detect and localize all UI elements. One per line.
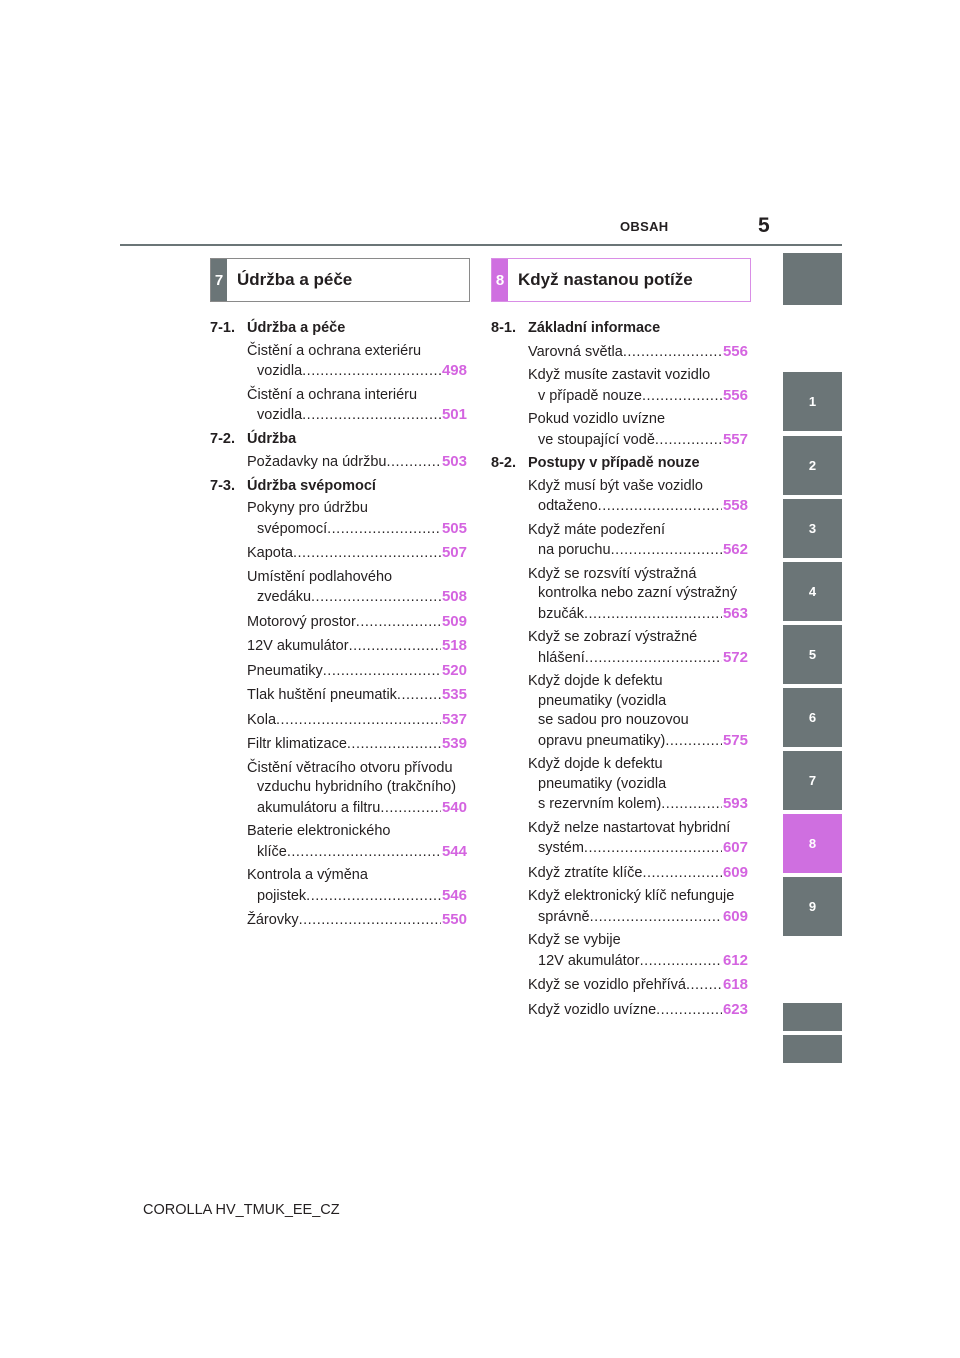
toc-entry-line bbox=[247, 685, 467, 706]
toc-entry[interactable] bbox=[247, 866, 467, 906]
toc-page-link[interactable]: 544 bbox=[441, 842, 467, 860]
toc-entry-text: Žárovky bbox=[247, 912, 299, 928]
toc-entry-line bbox=[247, 612, 467, 633]
toc-entry-text: vozidla bbox=[257, 363, 303, 379]
toc-group-title: Základní informace bbox=[528, 320, 661, 336]
toc-group bbox=[210, 477, 467, 931]
toc-entry-line bbox=[528, 907, 748, 928]
toc-entry[interactable] bbox=[528, 628, 748, 668]
toc-entry[interactable] bbox=[247, 568, 467, 608]
toc-entry-text: Když se vozidlo přehřívá bbox=[528, 977, 686, 993]
toc-entry-text: Pokyny pro údržbu bbox=[247, 500, 368, 516]
chapter-tab-blank[interactable] bbox=[783, 1035, 842, 1063]
toc-entry-line bbox=[528, 863, 748, 884]
toc-entry-line bbox=[528, 540, 748, 561]
toc-entry-text: 12V akumulátor bbox=[247, 638, 349, 654]
dot-leader bbox=[323, 662, 441, 682]
chapter-tab-7[interactable]: 7 bbox=[783, 751, 842, 810]
toc-entry-line bbox=[247, 405, 467, 426]
toc-entry-text: Motorový prostor bbox=[247, 613, 356, 630]
chapter-tab-8[interactable]: 8 bbox=[783, 814, 842, 873]
dot-leader bbox=[665, 732, 722, 752]
toc-entry-text: klíče bbox=[257, 843, 287, 860]
toc-group-heading bbox=[210, 319, 467, 339]
toc-entry-text: pojistek bbox=[257, 887, 307, 904]
toc-entry-text: Když musíte zastavit vozidlo bbox=[528, 367, 711, 383]
dot-leader bbox=[598, 497, 722, 517]
toc-page-link[interactable]: 609 bbox=[722, 863, 748, 881]
toc-entry[interactable] bbox=[247, 342, 467, 382]
toc-entry[interactable] bbox=[528, 672, 748, 751]
dot-leader bbox=[661, 795, 722, 815]
toc-column-8 bbox=[491, 319, 748, 1024]
dot-leader bbox=[656, 1001, 722, 1021]
toc-entry[interactable] bbox=[247, 661, 467, 682]
toc-entry-text: Když se vybije bbox=[528, 932, 621, 948]
toc-entry-text: Když se rozsvítí výstražná bbox=[528, 565, 697, 582]
toc-entry-text: Čistění a ochrana exteriéru bbox=[247, 342, 422, 359]
dot-leader bbox=[311, 588, 441, 608]
toc-entry-text: Baterie elektronického bbox=[247, 823, 391, 839]
toc-entry-text: Když dojde k defektu bbox=[528, 673, 663, 689]
toc-page-link[interactable]: 518 bbox=[441, 637, 467, 654]
toc-page-link[interactable]: 537 bbox=[441, 710, 467, 728]
chapter-tab-4[interactable]: 4 bbox=[783, 562, 842, 621]
dot-leader bbox=[302, 406, 441, 426]
toc-page-link[interactable]: 505 bbox=[441, 519, 467, 537]
toc-entry-text: akumulátoru a filtru bbox=[257, 799, 381, 816]
toc-group-heading bbox=[491, 454, 748, 474]
toc-entry-text: Když elektronický klíč nefunguje bbox=[528, 888, 735, 904]
toc-page-link[interactable]: 508 bbox=[441, 588, 467, 605]
toc-entry-line bbox=[247, 543, 467, 564]
toc-entry[interactable] bbox=[528, 410, 748, 450]
toc-entry-text: se sadou pro nouzovou bbox=[538, 712, 689, 728]
toc-entry[interactable] bbox=[247, 543, 467, 564]
chapter-tab-2[interactable]: 2 bbox=[783, 436, 842, 495]
toc-entry-text: hlášení bbox=[538, 649, 585, 666]
toc-page-link[interactable]: 572 bbox=[722, 648, 748, 666]
toc-entry-text: Čistění a ochrana interiéru bbox=[247, 386, 418, 403]
dot-leader bbox=[640, 952, 722, 972]
toc-entry-line bbox=[528, 794, 748, 815]
toc-entry[interactable] bbox=[528, 887, 748, 927]
toc-entry[interactable] bbox=[528, 477, 748, 517]
toc-entry-text: Když vozidlo uvízne bbox=[528, 1001, 657, 1018]
chapter-tab-6[interactable]: 6 bbox=[783, 688, 842, 747]
toc-group bbox=[491, 454, 748, 1020]
dot-leader bbox=[349, 637, 441, 657]
toc-entry-text: Požadavky na údržbu bbox=[247, 454, 387, 470]
toc-entry-text: Čistění větracího otvoru přívodu bbox=[247, 759, 453, 776]
toc-page-link[interactable]: 520 bbox=[441, 661, 467, 679]
dot-leader bbox=[584, 605, 722, 625]
toc-page-link[interactable]: 501 bbox=[441, 406, 467, 423]
dot-leader bbox=[287, 843, 441, 863]
toc-entry-line bbox=[247, 886, 467, 907]
toc-entry[interactable] bbox=[247, 636, 467, 657]
header-rule bbox=[120, 244, 842, 246]
dot-leader bbox=[611, 541, 722, 561]
toc-group-number: 8-2. bbox=[491, 455, 516, 471]
toc-entry-text: Pokud vozidlo uvízne bbox=[528, 411, 666, 427]
toc-entry[interactable] bbox=[247, 759, 467, 819]
toc-group-number: 7-2. bbox=[210, 430, 235, 447]
toc-group-heading bbox=[210, 430, 467, 450]
toc-entry[interactable] bbox=[247, 822, 467, 862]
toc-page-link[interactable]: 556 bbox=[722, 386, 748, 404]
toc-entry[interactable] bbox=[528, 863, 748, 884]
toc-entry-line bbox=[247, 710, 467, 731]
toc-page-link[interactable]: 558 bbox=[722, 497, 748, 514]
dot-leader bbox=[293, 544, 441, 564]
toc-entry-line bbox=[528, 838, 748, 859]
toc-page-link[interactable]: 623 bbox=[722, 1000, 748, 1018]
toc-page-link[interactable]: 539 bbox=[441, 735, 467, 752]
chapter-tab-3[interactable]: 3 bbox=[783, 499, 842, 558]
toc-group bbox=[210, 319, 467, 426]
toc-page-link[interactable]: 546 bbox=[441, 886, 467, 904]
dot-leader bbox=[642, 387, 722, 407]
dot-leader bbox=[356, 613, 441, 633]
toc-page-link[interactable]: 593 bbox=[722, 795, 748, 812]
toc-entry[interactable] bbox=[247, 452, 467, 473]
toc-entry[interactable] bbox=[528, 931, 748, 971]
chapter-tab-5[interactable]: 5 bbox=[783, 625, 842, 684]
toc-group-number: 7-1. bbox=[210, 320, 235, 336]
dot-leader bbox=[590, 908, 722, 928]
toc-entry-line bbox=[528, 975, 748, 996]
toc-group bbox=[210, 430, 467, 473]
toc-entry[interactable] bbox=[528, 1000, 748, 1021]
toc-entry[interactable] bbox=[247, 386, 467, 426]
toc-entry-line bbox=[247, 519, 467, 540]
toc-entry-text: Filtr klimatizace bbox=[247, 736, 347, 752]
toc-entry-line bbox=[528, 604, 748, 625]
toc-entry-text: v případě nouze bbox=[538, 387, 642, 404]
toc-entry[interactable] bbox=[528, 819, 748, 859]
section-number: 7 bbox=[211, 259, 227, 301]
toc-group-title: Postupy v případě nouze bbox=[528, 455, 700, 471]
toc-page-link[interactable]: 540 bbox=[441, 798, 467, 816]
toc-group-number: 7-3. bbox=[210, 477, 235, 494]
chapter-tab-blank[interactable] bbox=[783, 1003, 842, 1031]
toc-entry-line bbox=[528, 496, 748, 517]
section-8-heading bbox=[491, 258, 751, 302]
toc-page-link[interactable]: 609 bbox=[722, 907, 748, 925]
dot-leader bbox=[347, 735, 441, 755]
toc-entry-text: bzučák bbox=[538, 605, 584, 622]
toc-entry-text: svépomocí bbox=[257, 520, 328, 537]
toc-entry-text: pneumatiky (vozidla bbox=[538, 775, 667, 792]
toc-entry-text: Kola bbox=[247, 711, 277, 728]
dot-leader bbox=[623, 343, 722, 363]
toc-entry-text: vzduchu hybridního (trakčního) bbox=[257, 779, 457, 795]
section-7-heading bbox=[210, 258, 470, 302]
toc-entry-text: odtaženo bbox=[538, 498, 598, 514]
toc-page-link[interactable]: 612 bbox=[722, 951, 748, 969]
toc-page-link[interactable]: 507 bbox=[441, 544, 467, 561]
toc-entry-text: Kapota bbox=[247, 545, 293, 561]
dot-leader bbox=[585, 649, 722, 669]
toc-page-link[interactable]: 563 bbox=[722, 604, 748, 622]
toc-entry-text: Když dojde k defektu bbox=[528, 756, 663, 772]
toc-entry[interactable] bbox=[528, 342, 748, 363]
toc-page-link[interactable]: 618 bbox=[722, 976, 748, 993]
toc-entry[interactable] bbox=[247, 612, 467, 633]
toc-entry-text: na poruchu bbox=[538, 542, 611, 558]
toc-page-link[interactable]: 575 bbox=[722, 731, 748, 749]
toc-entry-line bbox=[247, 361, 467, 382]
dot-leader bbox=[380, 799, 441, 819]
toc-group-heading bbox=[210, 477, 467, 497]
chapter-tab-9[interactable]: 9 bbox=[783, 877, 842, 936]
toc-entry-line bbox=[247, 452, 467, 473]
toc-entry-line bbox=[247, 734, 467, 755]
toc-entry-line bbox=[528, 430, 748, 451]
toc-page-link[interactable]: 535 bbox=[441, 686, 467, 703]
toc-entry-text: vozidla bbox=[257, 407, 303, 423]
toc-entry-text: správně bbox=[538, 908, 590, 925]
toc-entry-text: Tlak huštění pneumatik bbox=[247, 687, 397, 703]
toc-entry-text: Když se zobrazí výstražné bbox=[528, 629, 698, 645]
toc-page-link[interactable]: 498 bbox=[441, 362, 467, 379]
toc-page-link[interactable]: 562 bbox=[722, 541, 748, 558]
toc-group-title: Údržba a péče bbox=[247, 320, 346, 336]
toc-page-link[interactable]: 550 bbox=[441, 911, 467, 928]
dot-leader bbox=[584, 839, 722, 859]
toc-entry-text: Varovná světla bbox=[528, 343, 623, 360]
dot-leader bbox=[299, 911, 441, 931]
toc-group-number: 8-1. bbox=[491, 320, 516, 336]
toc-entry-text: Když musí být vaše vozidlo bbox=[528, 477, 703, 494]
toc-group bbox=[491, 319, 748, 450]
dot-leader bbox=[276, 711, 441, 731]
toc-column-7 bbox=[210, 319, 467, 935]
page-number: 5 bbox=[758, 214, 770, 237]
toc-entry[interactable] bbox=[247, 710, 467, 731]
toc-entry-line bbox=[528, 386, 748, 407]
toc-entry[interactable] bbox=[528, 366, 748, 406]
dot-leader bbox=[327, 520, 441, 540]
toc-entry-text: kontrolka nebo zazní výstražný bbox=[538, 585, 738, 601]
toc-entry-line bbox=[528, 731, 748, 752]
toc-entry[interactable] bbox=[528, 521, 748, 561]
toc-page-link[interactable]: 503 bbox=[441, 453, 467, 470]
toc-page-link[interactable]: 509 bbox=[441, 612, 467, 630]
chapter-tab-1[interactable]: 1 bbox=[783, 372, 842, 431]
toc-entry-text: Umístění podlahového bbox=[247, 568, 393, 585]
toc-entry[interactable] bbox=[247, 499, 467, 539]
dot-leader bbox=[642, 864, 722, 884]
toc-entry-line bbox=[247, 661, 467, 682]
toc-entry-line bbox=[247, 798, 467, 819]
toc-entry[interactable] bbox=[528, 565, 748, 625]
chapter-tab-blank[interactable] bbox=[783, 253, 842, 305]
toc-entry[interactable] bbox=[247, 685, 467, 706]
toc-entry-line bbox=[528, 648, 748, 669]
dot-leader bbox=[386, 453, 441, 473]
toc-page-link[interactable]: 607 bbox=[722, 839, 748, 856]
toc-entry-text: Když máte podezření bbox=[528, 521, 666, 538]
toc-entry[interactable] bbox=[528, 975, 748, 996]
dot-leader bbox=[655, 431, 722, 451]
toc-entry-text: zvedáku bbox=[257, 589, 312, 605]
toc-entry-line bbox=[247, 842, 467, 863]
toc-entry-text: Když ztratíte klíče bbox=[528, 864, 643, 881]
toc-entry-text: opravu pneumatiky) bbox=[538, 732, 666, 749]
toc-entry-text: 12V akumulátor bbox=[538, 952, 640, 969]
dot-leader bbox=[397, 686, 441, 706]
toc-entry[interactable] bbox=[247, 734, 467, 755]
dot-leader bbox=[686, 976, 722, 996]
toc-page-link[interactable]: 557 bbox=[722, 430, 748, 448]
toc-group-heading bbox=[491, 319, 748, 339]
toc-entry-text: s rezervním kolem) bbox=[538, 796, 662, 812]
toc-entry-text: Pneumatiky bbox=[247, 662, 323, 679]
section-number: 8 bbox=[492, 259, 508, 301]
section-title: Údržba a péče bbox=[237, 270, 353, 289]
toc-entry[interactable] bbox=[247, 910, 467, 931]
toc-entry-line bbox=[247, 636, 467, 657]
toc-group-title: Údržba bbox=[247, 430, 297, 447]
toc-entry-line bbox=[528, 951, 748, 972]
toc-page-link[interactable]: 556 bbox=[722, 342, 748, 360]
toc-entry-line bbox=[247, 587, 467, 608]
toc-entry[interactable] bbox=[528, 755, 748, 815]
toc-entry-line bbox=[528, 342, 748, 363]
toc-entry-text: ve stoupající vodě bbox=[538, 431, 655, 448]
dot-leader bbox=[302, 362, 441, 382]
toc-entry-line bbox=[247, 910, 467, 931]
toc-entry-line bbox=[528, 1000, 748, 1021]
footer-model-code: COROLLA HV_TMUK_EE_CZ bbox=[143, 1202, 340, 1218]
header-title: OBSAH bbox=[620, 219, 669, 234]
toc-entry-text: Když nelze nastartovat hybridní bbox=[528, 819, 731, 836]
dot-leader bbox=[306, 887, 441, 907]
toc-entry-text: pneumatiky (vozidla bbox=[538, 692, 667, 709]
section-title: Když nastanou potíže bbox=[518, 270, 693, 289]
toc-entry-text: Kontrola a výměna bbox=[247, 867, 368, 883]
toc-entry-text: systém bbox=[538, 840, 584, 856]
toc-group-title: Údržba svépomocí bbox=[247, 477, 376, 494]
